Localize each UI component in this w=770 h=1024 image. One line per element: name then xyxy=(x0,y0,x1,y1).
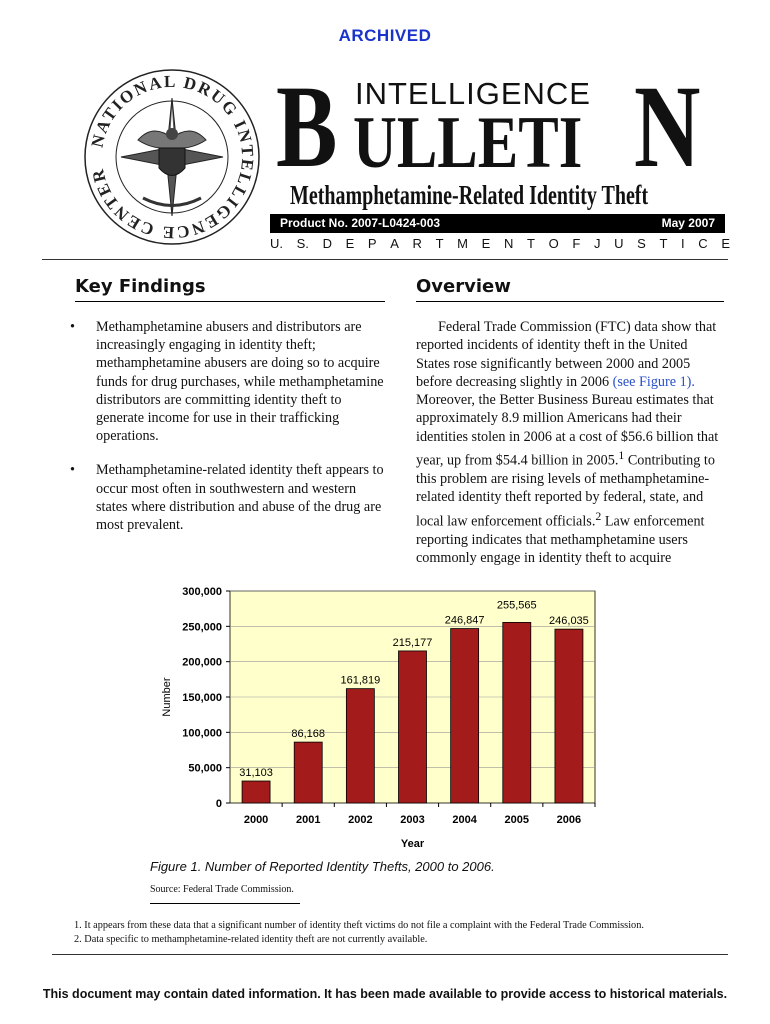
bar xyxy=(399,651,427,803)
bar xyxy=(242,781,270,803)
data-label: 255,565 xyxy=(496,599,537,612)
archived-label: ARCHIVED xyxy=(338,26,432,45)
y-tick-label: 250,000 xyxy=(182,621,222,634)
department-letter: T xyxy=(435,236,444,251)
data-label: 215,177 xyxy=(392,636,433,649)
footnotes xyxy=(62,919,732,947)
footnote-2: 2. Data specific to methamphetamine-related identity theft are not currently available. xyxy=(74,934,428,945)
y-tick-label: 200,000 xyxy=(182,656,222,669)
x-tick-label: 2005 xyxy=(504,814,530,826)
overview-title: Overview xyxy=(416,276,724,302)
bar xyxy=(503,622,531,803)
key-findings-title: Key Findings xyxy=(75,276,385,302)
department-line xyxy=(270,236,730,251)
bar xyxy=(451,629,479,803)
figure-reference-link[interactable]: (see Figure 1). xyxy=(612,373,695,390)
overview-text: Moreover, the Better Business Bureau estimates that approximately 8.9 million Americans had their identities stolen in 2006 at a cost of $56.6 billion that year, up from $54.4 billion in 2005. xyxy=(416,392,719,469)
department-letter: D xyxy=(322,236,332,251)
x-tick-label: 2001 xyxy=(295,814,321,826)
footnote-1: 1. It appears from these data that a significant number of identity theft victims do not file a complaint with the Federal Trade Commission. xyxy=(74,920,644,931)
x-tick-label: 2003 xyxy=(400,814,425,826)
overview-paragraph xyxy=(416,318,724,567)
header-divider xyxy=(42,259,728,260)
department-letter: F xyxy=(572,236,581,251)
x-tick-label: 2002 xyxy=(348,814,373,826)
key-finding-item: • Methamphetamine abusers and distributors are increasingly engaging in identity theft; methamphetamine abusers are doing so to acquire funds for drug purchases, while methamphetamine distributors are committing identity theft to generate income for use in their trafficking operations. xyxy=(62,318,384,445)
y-tick-label: 50,000 xyxy=(188,762,222,775)
bar xyxy=(555,629,583,803)
data-label: 86,168 xyxy=(291,728,326,741)
department-letter: R xyxy=(412,236,422,251)
department-letter: N xyxy=(503,236,514,251)
department-letter: E xyxy=(481,236,491,251)
bar xyxy=(346,689,374,803)
archival-notice: This document may contain dated information. It has been made available to provide access to historical materials. xyxy=(42,987,728,1001)
overview-text: Contributing to this problem are rising levels of methamphetamine-related identity theft reported by federal, state, and local law enforcement officials. xyxy=(416,452,715,530)
department-letter: M xyxy=(457,236,469,251)
department-letter: J xyxy=(593,236,601,251)
department-letter: T xyxy=(527,236,535,251)
data-label: 246,847 xyxy=(444,614,485,627)
x-axis-title: Year xyxy=(400,838,425,850)
footnote-ref-2: 2 xyxy=(595,508,602,523)
department-letter: S xyxy=(637,236,646,251)
bar xyxy=(294,742,322,803)
footnote-rule xyxy=(150,903,300,904)
department-letter: O xyxy=(548,236,559,251)
department-letter: E xyxy=(721,236,730,251)
masthead-letter-b: B xyxy=(276,61,338,192)
department-letter: U. xyxy=(270,236,283,251)
department-letter: C xyxy=(698,236,708,251)
data-label: 161,819 xyxy=(340,674,381,687)
x-tick-label: 2004 xyxy=(452,814,477,826)
seal-text: NATIONAL DRUG INTELLIGENCE CENTER xyxy=(87,71,258,243)
x-tick-label: 2000 xyxy=(243,814,269,826)
overview-text: Federal Trade Commission (FTC) data show that reported incidents of identity theft in the United States rose significantly between 2000 and 2005 before decreasing slightly in 2006 xyxy=(416,319,717,390)
figure-caption: Figure 1. Number of Reported Identity Thefts, 2000 to 2006. xyxy=(150,859,495,874)
department-letter: E xyxy=(345,236,355,251)
data-label: 246,035 xyxy=(549,615,589,628)
product-bar xyxy=(270,214,725,233)
data-label: 31,103 xyxy=(239,767,273,780)
department-letter: I xyxy=(681,236,685,251)
key-findings-list xyxy=(62,318,384,550)
department-letter: T xyxy=(659,236,668,251)
masthead-letter-n: N xyxy=(634,61,701,192)
y-tick-label: 300,000 xyxy=(182,586,222,598)
product-number: Product No. 2007-L0424-003 xyxy=(280,216,441,230)
y-tick-label: 150,000 xyxy=(182,692,222,704)
masthead-bulletin: ULLETI xyxy=(353,102,583,184)
department-letter: A xyxy=(390,236,399,251)
footnote-ref-1: 1 xyxy=(618,448,625,463)
y-tick-label: 100,000 xyxy=(182,727,222,740)
masthead-intelligence: INTELLIGENCE xyxy=(355,76,591,111)
bulletin-subtitle: Methamphetamine-Related Identity Theft xyxy=(290,180,649,210)
identity-theft-bar-chart xyxy=(150,585,610,855)
overview-text: Law enforcement reporting indicates that methamphetamine users commonly engage in identity theft to acquire xyxy=(416,513,705,567)
department-letter: U xyxy=(614,236,624,251)
ndic-seal-icon xyxy=(83,68,261,246)
department-letter: P xyxy=(367,236,377,251)
x-tick-label: 2006 xyxy=(556,814,582,826)
publication-date: May 2007 xyxy=(661,216,715,230)
y-axis-title: Number xyxy=(161,677,173,717)
footer-divider xyxy=(52,954,728,955)
figure-source: Source: Federal Trade Commission. xyxy=(150,884,294,895)
key-finding-item: • Methamphetamine-related identity theft appears to occur most often in southwestern and western states where distribution and abuse of the drug are most prevalent. xyxy=(62,461,384,534)
y-tick-label: 0 xyxy=(215,798,222,810)
department-letter: S. xyxy=(296,236,309,251)
